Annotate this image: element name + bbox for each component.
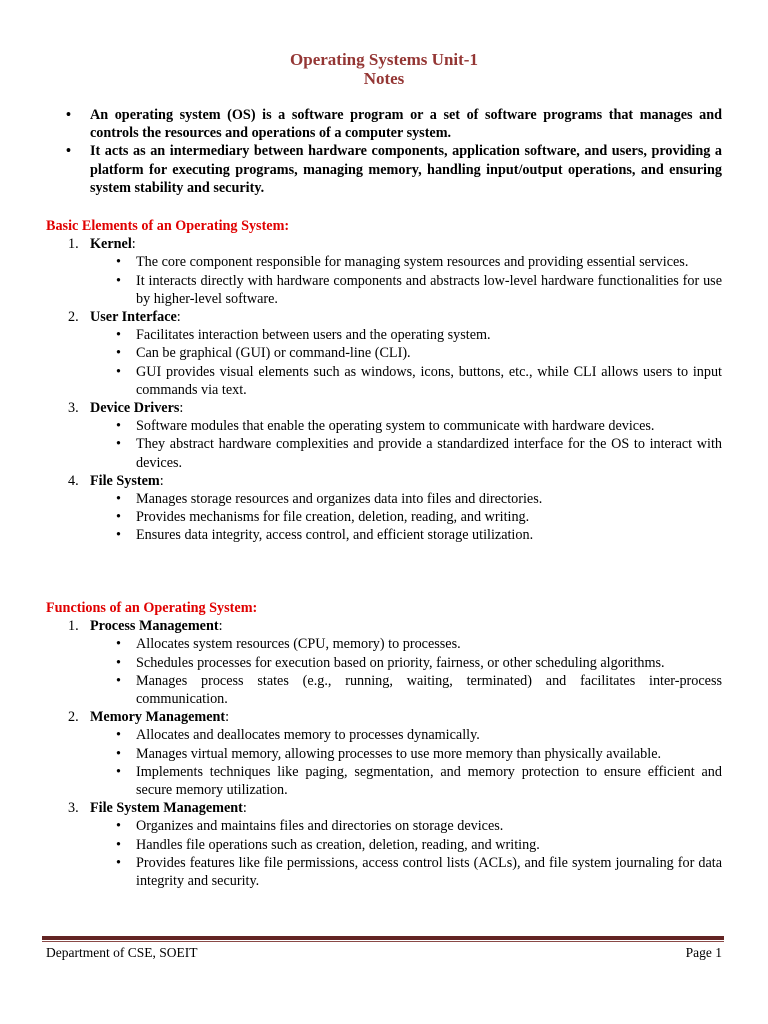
section-functions [46, 599, 722, 890]
item-label: Device Drivers [90, 400, 180, 417]
footer-department: Department of CSE, SOEIT [46, 945, 198, 960]
item-number: 1. [68, 618, 79, 635]
sub-bullet: • Implements techniques like paging, segmentation, and memory protection to ensure efficient and secure memory utilization. [46, 763, 722, 799]
intro-bullet: • An operating system (OS) is a software program or a set of software programs that manages and controls the resources and operations of a computer system. [46, 106, 722, 142]
document-subtitle: Notes [363, 69, 405, 88]
numbered-item [46, 799, 722, 817]
sub-bullet: • Manages process states (e.g., running, waiting, terminated) and facilitates inter-process communication. [46, 672, 722, 708]
item-colon: : [218, 618, 223, 635]
item-colon: : [131, 236, 136, 253]
item-number: 3. [68, 400, 79, 417]
section-basic-elements [46, 217, 722, 545]
item-label: File System [90, 472, 160, 489]
sub-bullet: • Provides mechanisms for file creation, deletion, reading, and writing. [46, 508, 722, 526]
item-label: Process Management [90, 618, 219, 635]
item-number: 2. [68, 309, 79, 326]
sub-bullet: • They abstract hardware complexities and provide a standardized interface for the OS to interact with devices. [46, 435, 722, 471]
sub-bullet: • Handles file operations such as creation, deletion, reading, and writing. [46, 836, 722, 854]
sub-bullet: • The core component responsible for managing system resources and providing essential services. [46, 253, 722, 271]
section-heading: Basic Elements of an Operating System: [46, 218, 290, 234]
section-heading: Functions of an Operating System: [46, 600, 258, 616]
sub-bullet: • It interacts directly with hardware components and abstracts low-level hardware functionalities for use by higher-level software. [46, 272, 722, 308]
numbered-item [46, 399, 722, 417]
sub-bullet: • Allocates system resources (CPU, memory) to processes. [46, 635, 722, 653]
sub-bullet: • Ensures data integrity, access control, and efficient storage utilization. [46, 526, 722, 544]
sub-bullet: • Allocates and deallocates memory to processes dynamically. [46, 726, 722, 744]
footer-rule-thin [42, 941, 724, 942]
item-number: 2. [68, 709, 79, 726]
item-colon: : [159, 472, 164, 489]
item-colon: : [179, 400, 184, 417]
numbered-item [46, 235, 722, 253]
numbered-item [46, 308, 722, 326]
sub-bullet: • Schedules processes for execution based on priority, fairness, or other scheduling algorithms. [46, 654, 722, 672]
item-label: Memory Management [90, 709, 226, 726]
sub-bullet: • Facilitates interaction between users and the operating system. [46, 326, 722, 344]
item-label: Kernel [90, 236, 132, 253]
item-number: 3. [68, 800, 79, 817]
item-label: File System Management [90, 800, 243, 817]
item-label: User Interface [90, 309, 177, 326]
item-colon: : [225, 709, 230, 726]
item-number: 4. [68, 472, 79, 489]
numbered-item [46, 617, 722, 635]
item-colon: : [242, 800, 247, 817]
sub-bullet: • Software modules that enable the operating system to communicate with hardware devices. [46, 417, 722, 435]
sub-bullet: • Manages storage resources and organizes data into files and directories. [46, 490, 722, 508]
footer-page-number: Page 1 [685, 945, 722, 960]
intro-list [46, 106, 722, 197]
numbered-item [46, 708, 722, 726]
sub-bullet: • Can be graphical (GUI) or command-line (CLI). [46, 344, 722, 362]
sub-bullet: • GUI provides visual elements such as windows, icons, buttons, etc., while CLI allows users to input commands via text. [46, 363, 722, 399]
item-number: 1. [68, 236, 79, 253]
numbered-item [46, 472, 722, 490]
sub-bullet: • Provides features like file permissions, access control lists (ACLs), and file system journaling for data integrity and security. [46, 854, 722, 890]
footer-rule [42, 936, 724, 940]
sub-bullet: • Manages virtual memory, allowing processes to use more memory than physically available. [46, 745, 722, 763]
item-colon: : [176, 309, 181, 326]
document-title: Operating Systems Unit-1 [290, 50, 478, 69]
sub-bullet: • Organizes and maintains files and directories on storage devices. [46, 817, 722, 835]
intro-bullet: • It acts as an intermediary between hardware components, application software, and users, providing a platform for executing programs, managing memory, handling input/output operations, and ensuring system stability and security. [46, 142, 722, 197]
